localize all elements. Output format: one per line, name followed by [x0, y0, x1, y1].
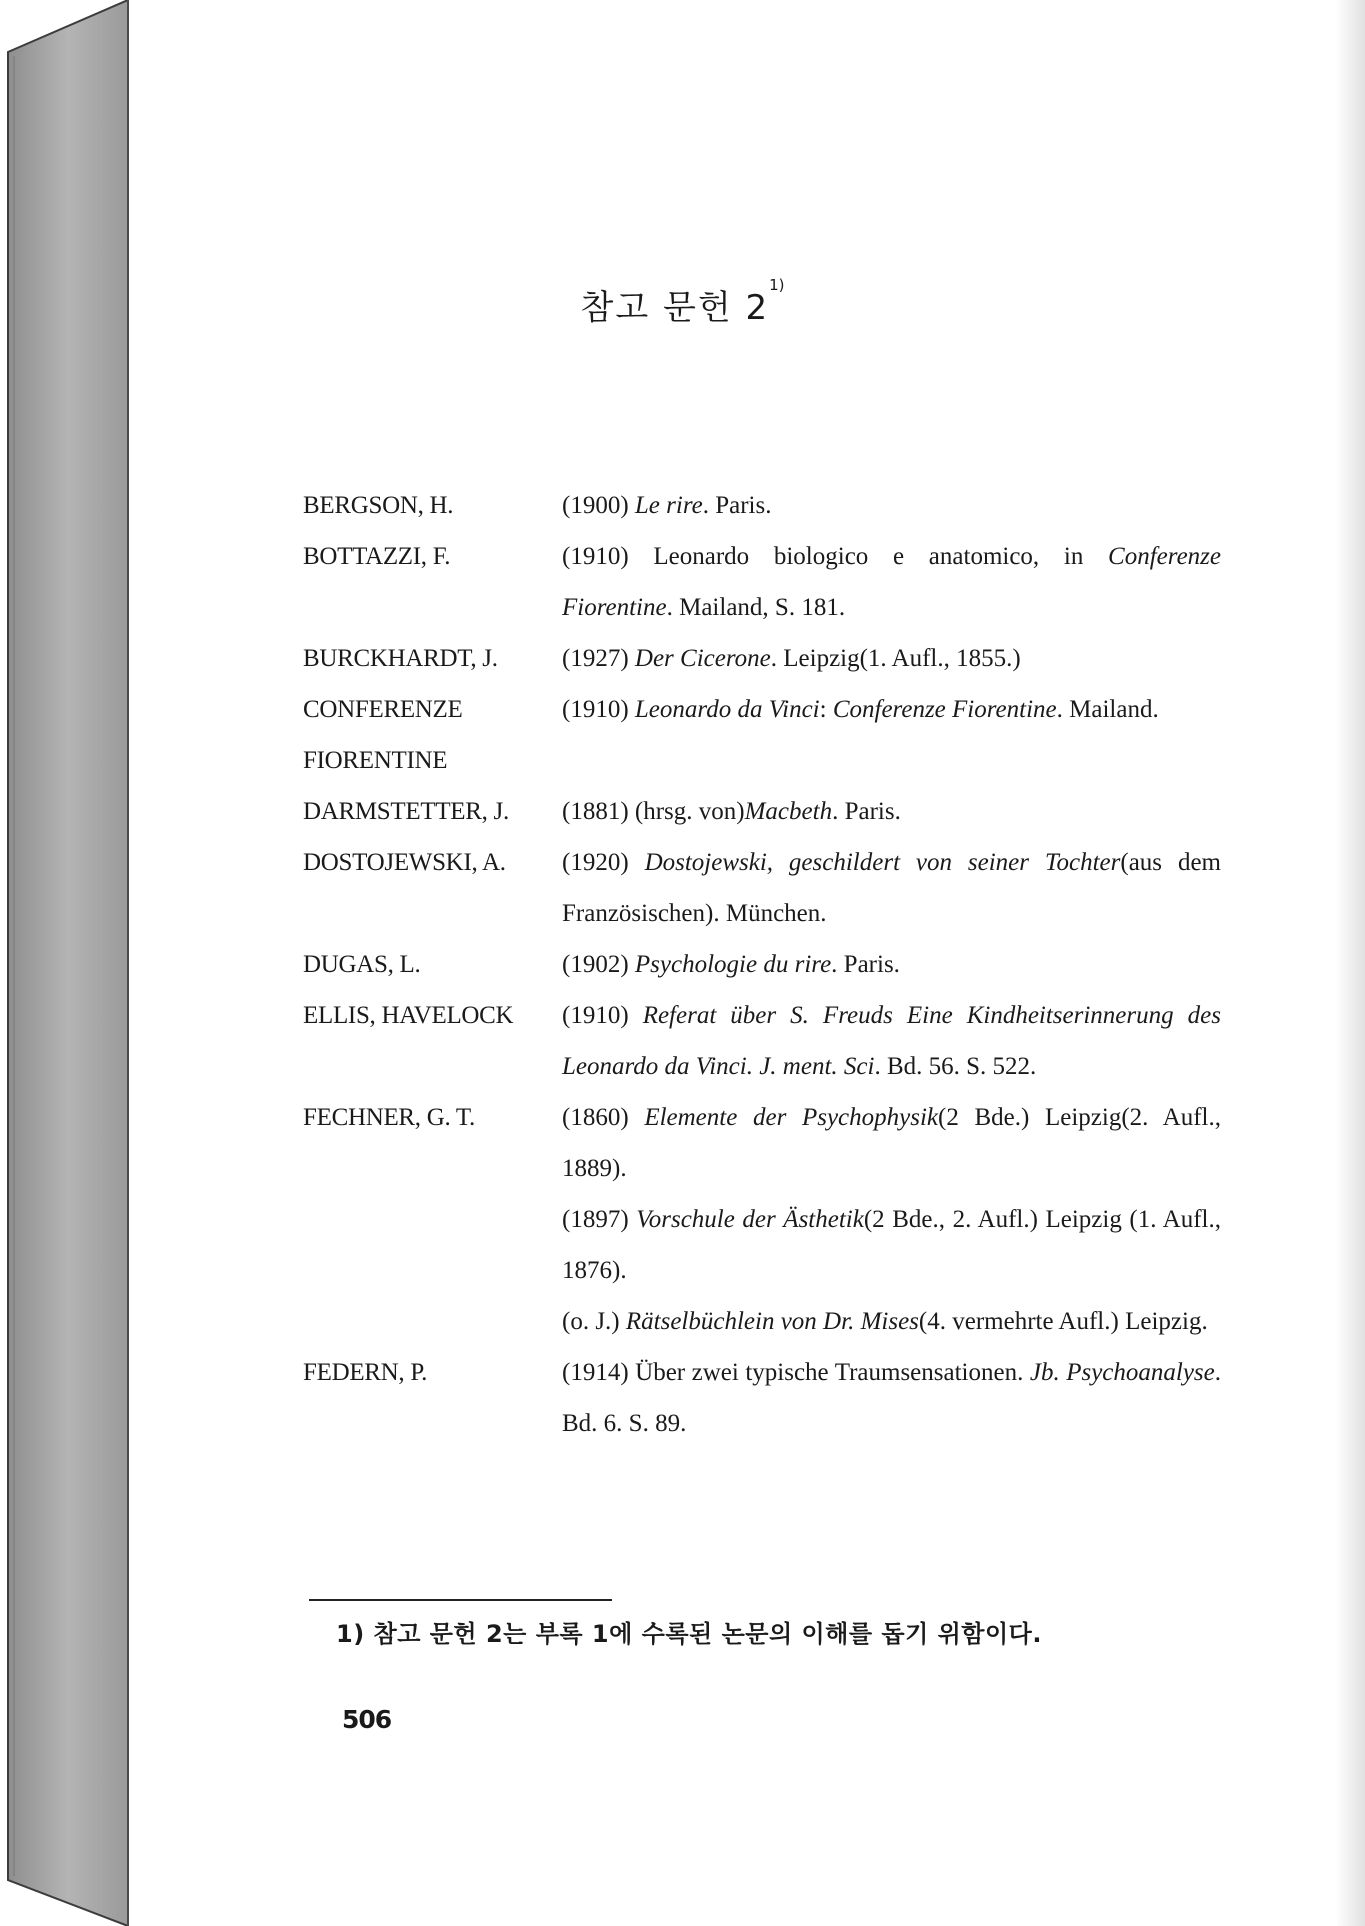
- citation-text: . Bd. 56. S. 522.: [874, 1053, 1037, 1080]
- citation-text: (1897): [562, 1206, 637, 1233]
- citation-title: Psychologie du rire: [634, 951, 832, 978]
- reference-author: FEDERN, P.: [303, 1359, 428, 1386]
- citation-text: (1910): [562, 696, 635, 723]
- page-number: 506: [342, 1705, 392, 1734]
- reference-author: DARMSTETTER, J.: [303, 798, 509, 825]
- citation-text: (4. vermehrte Aufl.) Leipzig.: [918, 1308, 1208, 1335]
- citation-title: Jb. Psychoanalyse: [1029, 1359, 1215, 1386]
- citation-title: Referat über S. Freuds Eine Kindheitserinnerung des Leonardo da Vinci. J. ment. Sci: [562, 1002, 1221, 1080]
- footnote: 1) 참고 문헌 2는 부록 1에 수록된 논문의 이해를 돕기 위함이다.: [336, 1620, 1042, 1648]
- reference-author: ELLIS, HAVELOCK: [303, 1002, 514, 1029]
- reference-citations: [562, 1092, 1221, 1347]
- citation-text: . Bd. 6. S. 89.: [562, 1359, 1222, 1437]
- reference-author: DUGAS, L.: [303, 951, 421, 978]
- reference-author: BOTTAZZI, F.: [303, 543, 451, 570]
- reference-citations: [562, 480, 1221, 531]
- reference-entry: [303, 939, 1221, 990]
- reference-entry: [303, 837, 1221, 939]
- reference-citations: [562, 939, 1221, 990]
- citation-title: Elemente der Psychophysik: [644, 1104, 938, 1131]
- reference-citations: [562, 1347, 1221, 1449]
- citation: [562, 1296, 1221, 1347]
- citation-text: (1920): [562, 849, 645, 876]
- citation-title: Dostojewski, geschildert von seiner Tochter: [644, 849, 1121, 876]
- citation-text: . Mailand, S. 181.: [666, 594, 846, 621]
- citation-text: (1900): [562, 492, 635, 519]
- citation: [562, 531, 1221, 633]
- reference-author: DOSTOJEWSKI, A.: [303, 849, 506, 876]
- reference-entry: [303, 480, 1221, 531]
- reference-author: FECHNER, G. T.: [303, 1104, 475, 1131]
- citation-text: (o. J.): [562, 1308, 626, 1335]
- reference-entry: [303, 684, 1221, 786]
- citation: [562, 633, 1221, 684]
- citation: [562, 990, 1221, 1092]
- citation-title: Le rire: [634, 492, 703, 519]
- citation-text: (1927): [562, 645, 635, 672]
- reference-author: CONFERENZE FIORENTINE: [303, 696, 463, 774]
- reference-citations: [562, 531, 1221, 633]
- citation-title: Der Cicerone: [634, 645, 771, 672]
- reference-entry: [303, 531, 1221, 633]
- reference-entry: [303, 990, 1221, 1092]
- citation-title: Rätselbüchlein von Dr. Mises: [625, 1308, 919, 1335]
- citation-text: (1910) Leonardo biologico e anatomico, in: [562, 543, 1109, 570]
- footnote-rule: [309, 1599, 612, 1601]
- citation-text: . Paris.: [702, 492, 772, 519]
- citation-text: (2 Bde.) Leipzig(2. Aufl., 1889).: [562, 1104, 1221, 1182]
- citation-text: (1902): [562, 951, 635, 978]
- page-title-text: 참고 문헌 2: [580, 288, 770, 328]
- citation-text: . Leipzig(1. Aufl., 1855.): [770, 645, 1021, 672]
- citation: [562, 786, 1221, 837]
- reference-entry: [303, 1092, 1221, 1347]
- reference-citations: [562, 633, 1221, 684]
- citation-text: . Paris.: [831, 951, 900, 978]
- reference-list: [303, 480, 1221, 1449]
- citation-text: (1910): [562, 1002, 643, 1029]
- citation-text: :: [819, 696, 833, 723]
- citation: [562, 1347, 1221, 1449]
- reference-entry: [303, 633, 1221, 684]
- reference-author: BERGSON, H.: [303, 492, 454, 519]
- citation-text: . Paris.: [832, 798, 901, 825]
- citation-title: Conferenze Fiorentine: [832, 696, 1057, 723]
- citation-text: (2 Bde., 2. Aufl.) Leipzig (1. Aufl., 1876).: [562, 1206, 1221, 1284]
- citation-text: (aus dem Französischen). München.: [562, 849, 1221, 927]
- reference-entry: [303, 1347, 1221, 1449]
- citation-title: Macbeth: [744, 798, 833, 825]
- page-title: [0, 276, 1365, 329]
- citation-text: . Mailand.: [1056, 696, 1159, 723]
- reference-author: BURCKHARDT, J.: [303, 645, 498, 672]
- citation-title: Conferenze Fiorentine: [562, 543, 1221, 621]
- citation: [562, 837, 1221, 939]
- reference-citations: [562, 684, 1221, 786]
- reference-citations: [562, 837, 1221, 939]
- citation: [562, 684, 1221, 735]
- citation-title: Leonardo da Vinci: [634, 696, 820, 723]
- citation-text: (1914) Über zwei typische Traumsensationen.: [562, 1359, 1030, 1386]
- citation-text: (1860): [562, 1104, 645, 1131]
- reference-citations: [562, 990, 1221, 1092]
- citation: [562, 1092, 1221, 1194]
- citation-title: Vorschule der Ästhetik: [636, 1206, 864, 1233]
- citation: [562, 480, 1221, 531]
- citation-text: (1881) (hrsg. von): [562, 798, 745, 825]
- reference-citations: [562, 786, 1221, 837]
- citation: [562, 1194, 1221, 1296]
- reference-entry: [303, 786, 1221, 837]
- title-footnote-mark: 1): [769, 276, 785, 294]
- citation: [562, 939, 1221, 990]
